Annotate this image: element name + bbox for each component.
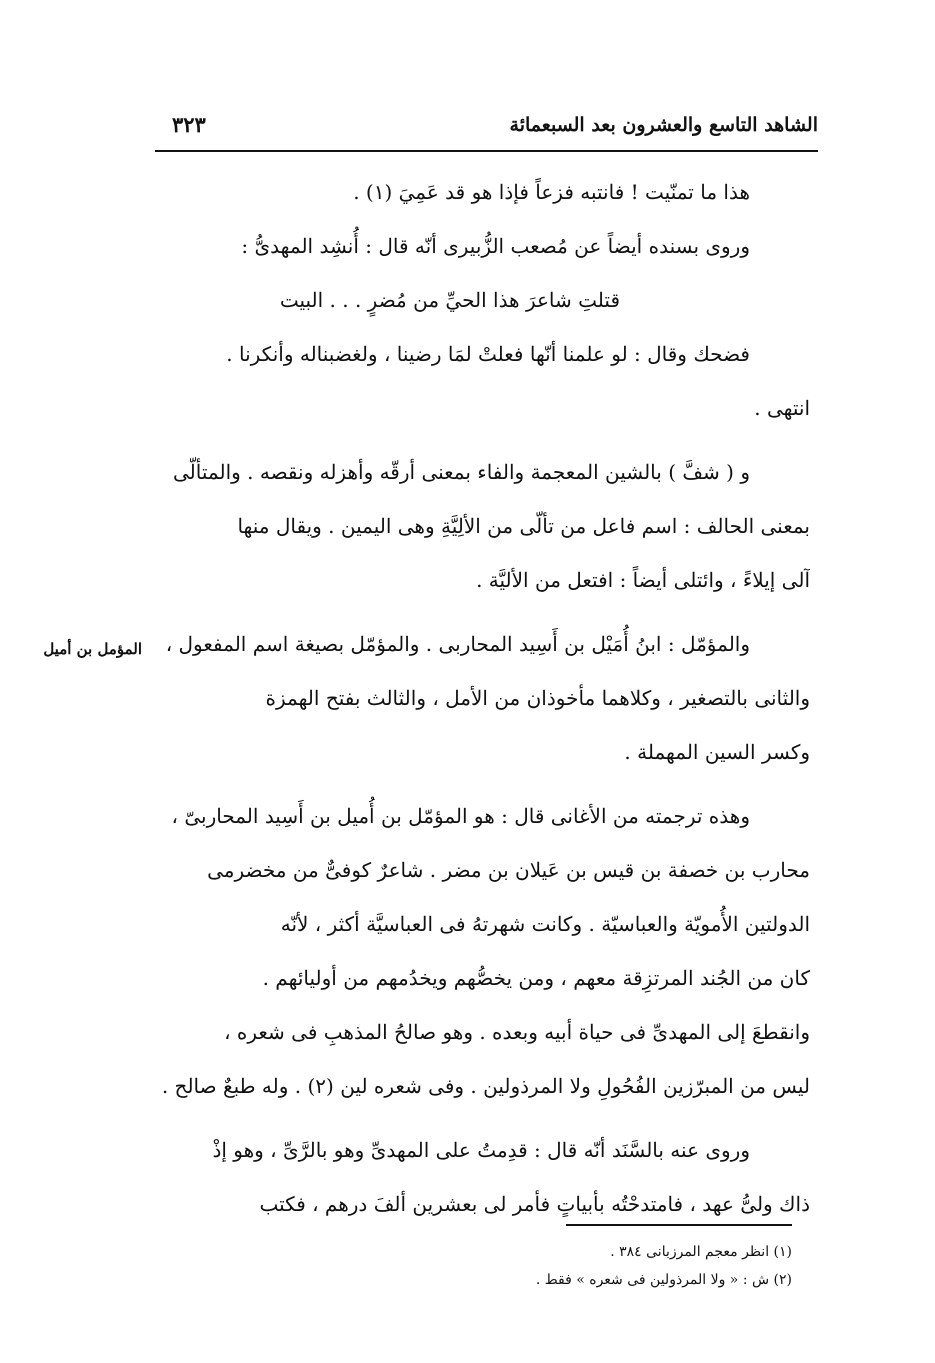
- body-line: ليس من المبرّزين الفُحُولِ ولا المرذولين . وفى شعره لين (٢) . وله طبعٌ صالح .: [161, 1074, 810, 1098]
- body-line: الدولتين الأُمويّة والعباسيّة . وكانت شهرتهُ فى العباسيَّة أكثر ، لأنّه: [280, 912, 810, 936]
- footnote: (٢) ش : « ولا المرذولين فى شعره » فقط .: [535, 1272, 792, 1288]
- body-line: وهذه ترجمته من الأغانى قال : هو المؤمّل بن أُميل بن أَسِيد المحاربىّ ،: [171, 804, 750, 828]
- body-line: والمؤمّل : ابنُ أُمَيْل بن أَسِيد المحاربى . والمؤمّل بصيغة اسم المفعول ،: [165, 632, 750, 656]
- page-number: ٣٢٣: [172, 112, 206, 137]
- body-line: وانقطعَ إلى المهدىِّ فى حياة أبيه وبعده . وهو صالحُ المذهبِ فى شعره ،: [224, 1020, 810, 1044]
- body-line: و ( شفَّ ) بالشين المعجمة والفاء بمعنى أرقّه وأهزله ونقصه . والمتألّى: [173, 460, 750, 484]
- body-line: وروى بسنده أيضاً عن مُصعب الزُّبيرى أنّه قال : أُنشِد المهدىُّ :: [241, 234, 750, 258]
- body-line: ذاك ولىُّ عهد ، فامتدحْتُه بأبياتٍ فأمر لى بعشرين ألفَ درهم ، فكتب: [259, 1192, 810, 1216]
- running-title: الشاهد التاسع والعشرون بعد السبعمائة: [509, 114, 818, 136]
- body-line: محارب بن خصفة بن قيس بن عَيلان بن مضر . شاعرٌ كوفىٌّ من مخضرمى: [207, 858, 810, 882]
- body-line: آلى إيلاءً ، وائتلى أيضاً : افتعل من الأليَّة .: [476, 568, 810, 592]
- body-line: بمعنى الحالف : اسم فاعل من تألّى من الألِيَّةِ وهى اليمين . ويقال منها: [237, 514, 810, 538]
- margin-note: المؤمل بن أميل: [43, 640, 142, 658]
- footnotes: [430, 1238, 792, 1294]
- body-line: وكسر السين المهملة .: [624, 740, 810, 764]
- body-line: هذا ما تمنّيت ! فانتبه فزعاً فإذا هو قد عَمِيَ (١) .: [353, 180, 750, 204]
- page-header: [158, 108, 818, 148]
- verse-line: قتلتِ شاعرَ هذا الحيِّ من مُضرٍ . . . البيت: [279, 288, 620, 312]
- body-line: وروى عنه بالسَّنَد أنّه قال : قدِمتُ على المهدىِّ وهو بالرَّىِّ ، وهو إذْ: [212, 1138, 750, 1162]
- footnote-rule: [566, 1224, 792, 1226]
- body-line: والثانى بالتصغير ، وكلاهما مأخوذان من الأمل ، والثالث بفتح الهمزة: [265, 686, 810, 710]
- body-line: فضحك وقال : لو علمنا أنّها فعلتْ لمَا رضينا ، ولغضبناله وأنكرنا .: [226, 342, 750, 366]
- body-line: انتهى .: [754, 396, 810, 420]
- body-text: [155, 165, 810, 1231]
- footnote: (١) انظر معجم المرزبانى ٣٨٤ .: [610, 1244, 792, 1260]
- header-rule: [155, 150, 818, 152]
- body-line: كان من الجُند المرتزِقة معهم ، ومن يخصُّهم ويخدُمهم من أوليائهم .: [262, 966, 810, 990]
